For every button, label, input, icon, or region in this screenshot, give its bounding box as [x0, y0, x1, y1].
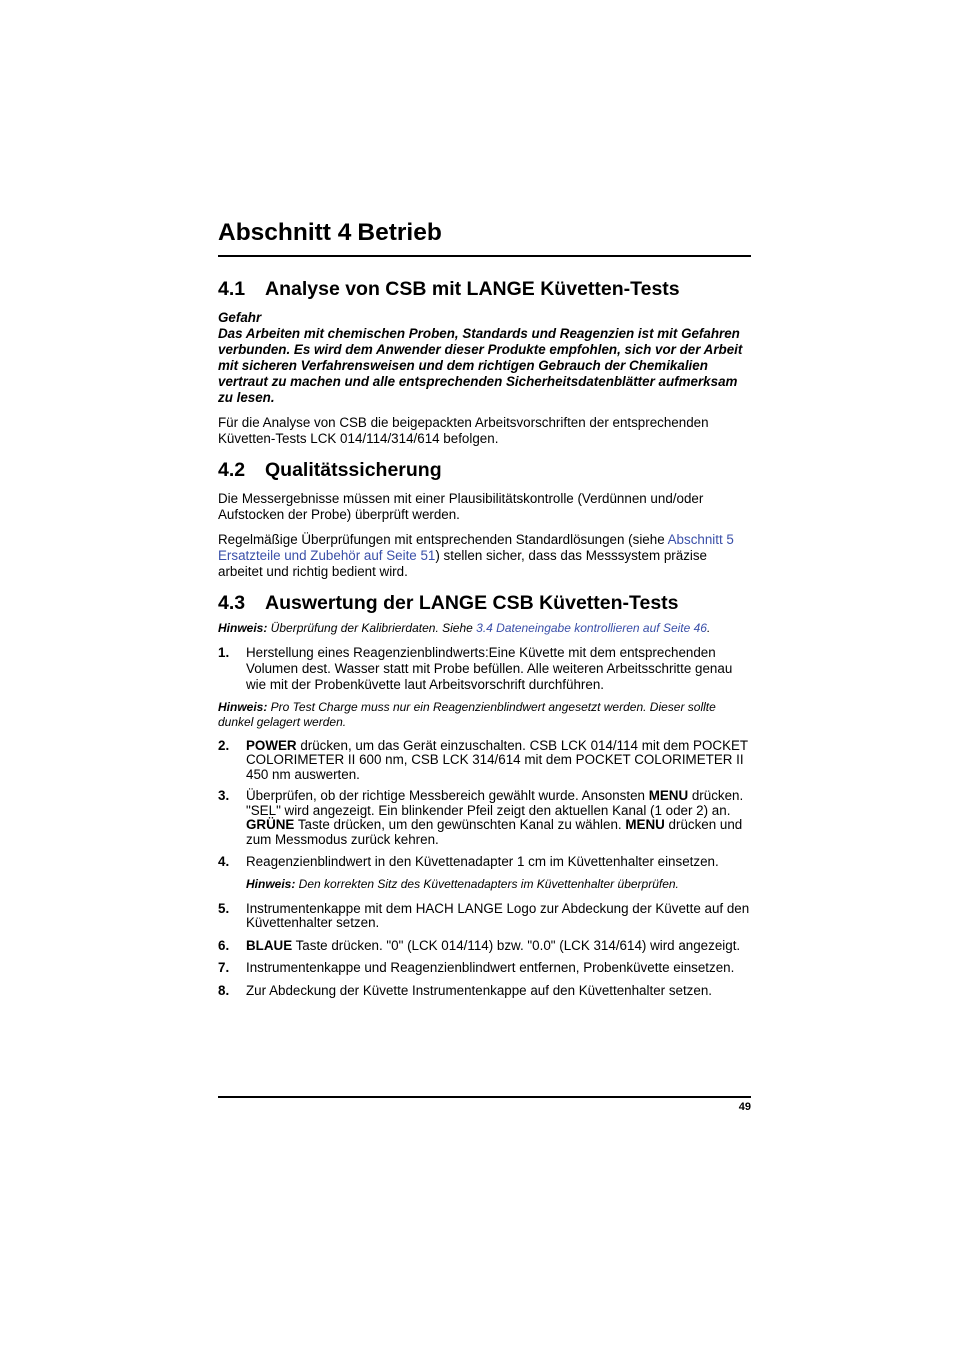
step-number: 1.	[218, 644, 230, 660]
step-number: 6.	[218, 937, 230, 953]
step-text: Taste drücken, um den gewünschten Kanal zu wählen.	[294, 817, 626, 833]
page-footer	[218, 1096, 751, 1113]
section-number: 4.2	[218, 458, 246, 481]
step-number: 3.	[218, 788, 230, 804]
key-green: GRÜNE	[246, 817, 295, 833]
step-text: Zur Abdeckung der Küvette Instrumentenkappe auf den Küvettenhalter setzen.	[246, 982, 712, 998]
section-title: Analyse von CSB mit LANGE Küvetten-Tests	[265, 278, 680, 301]
danger-notice	[218, 310, 751, 406]
step-text: Überprüfen, ob der richtige Messbereich gewählt wurde. Ansonsten	[246, 788, 649, 804]
step-6	[218, 939, 751, 954]
link-section-5[interactable]: Abschnitt 5 Ersatzteile und Zubehör auf Seite 51	[218, 532, 734, 564]
section-heading-4-3	[218, 592, 751, 615]
section-title: Auswertung der LANGE CSB Küvetten-Tests	[265, 592, 679, 615]
step-text: Instrumentenkappe mit dem HACH LANGE Logo zur Abdeckung der Küvette auf den Küvettenhalter setzen.	[246, 900, 750, 931]
page-number: 49	[738, 1101, 751, 1113]
key-blue: BLAUE	[246, 937, 293, 953]
section-heading-4-2	[218, 459, 751, 482]
section-number: 4.1	[218, 278, 246, 301]
step-number: 8.	[218, 982, 230, 998]
note-label: Hinweis:	[218, 699, 268, 714]
step-text: Instrumentenkappe und Reagenzienblindwert entfernen, Probenküvette einsetzen.	[246, 960, 735, 976]
step-text: Reagenzienblindwert in den Küvettenadapter 1 cm im Küvettenhalter einsetzen.	[246, 854, 719, 870]
text-run: Regelmäßige Überprüfungen mit entsprechenden Standardlösungen (siehe	[218, 532, 668, 548]
note-text: Überprüfung der Kalibrierdaten. Siehe	[267, 620, 477, 635]
step-number: 4.	[218, 854, 230, 870]
steps-list	[218, 645, 751, 693]
step-2	[218, 739, 751, 783]
page-content	[218, 218, 751, 998]
step-number: 2.	[218, 737, 230, 753]
key-menu: MENU	[648, 788, 689, 804]
section-heading-4-1	[218, 278, 751, 301]
steps-list	[218, 739, 751, 999]
note-blank-value	[218, 700, 751, 730]
step-3	[218, 789, 751, 847]
chapter-number: Abschnitt 4	[218, 219, 352, 246]
note-text: Pro Test Charge muss nur ein Reagenzienblindwert angesetzt werden. Dieser sollte dunkel gelagert werden.	[218, 699, 716, 729]
step-number: 7.	[218, 960, 230, 976]
key-menu: MENU	[625, 817, 665, 833]
step-8	[218, 984, 751, 999]
key-power: POWER	[246, 737, 297, 753]
note-calibration	[218, 621, 751, 636]
step-1	[218, 645, 751, 693]
note-adapter	[246, 877, 751, 892]
note-label: Hinweis:	[246, 876, 296, 891]
step-5	[218, 902, 751, 931]
link-section-3-4[interactable]: 3.4 Dateneingabe kontrollieren auf Seite 46	[476, 620, 707, 635]
step-7	[218, 961, 751, 976]
chapter-title	[218, 218, 751, 257]
note-text: .	[706, 620, 711, 635]
step-number: 5.	[218, 900, 230, 916]
step-text: drücken. "SEL" wird angezeigt. Ein blinkender Pfeil zeigt den aktuellen Kanal (1 oder 2) an.	[246, 788, 744, 818]
step-text: drücken, um das Gerät einzuschalten. CSB LCK 014/114 mit dem POCKET COLORIMETER II 600 nm, CSB LCK 314/614 mit dem POCKET COLORIMETER II 450 nm auswerten.	[246, 737, 748, 782]
paragraph-plausibility: Die Messergebnisse müssen mit einer Plausibilitätskontrolle (Verdünnen und/oder Aufstocken der Probe) überprüft werden.	[218, 491, 704, 523]
paragraph-standards	[218, 532, 751, 580]
text-run: ) stellen sicher, dass das Messsystem präzise arbeitet und richtig bedient wird.	[218, 548, 708, 580]
paragraph-analysis: Für die Analyse von CSB die beigepackten Arbeitsvorschriften der entsprechenden Küvetten-Tests LCK 014/114/314/614 befolgen.	[218, 414, 709, 446]
danger-label: Gefahr	[218, 309, 262, 325]
step-4	[218, 855, 751, 892]
note-label: Hinweis:	[218, 620, 268, 635]
note-text: Den korrekten Sitz des Küvettenadapters im Küvettenhalter überprüfen.	[295, 876, 679, 891]
section-number: 4.3	[218, 592, 246, 615]
chapter-name: Betrieb	[357, 219, 442, 246]
step-text: Taste drücken. "0" (LCK 014/114) bzw. "0.0" (LCK 314/614) wird angezeigt.	[292, 937, 741, 953]
section-title: Qualitätssicherung	[265, 458, 442, 481]
danger-text: Das Arbeiten mit chemischen Proben, Standards und Reagenzien ist mit Gefahren verbunden. Es wird dem Anwender dieser Produkte empfohlen, sich vor der Arbeit mit sicheren Verfahrensweisen und dem richtigen Gebrauch der Chemikalien vertraut zu machen und alle entsprechenden Sicherheitsdatenblätter aufmerksam zu lesen.	[218, 325, 743, 405]
step-text: drücken und zum Messmodus zurück kehren.	[246, 817, 743, 847]
step-text: Herstellung eines Reagenzienblindwerts:Eine Küvette mit dem entsprechenden Volumen dest. Wasser statt mit Probe befüllen. Alle weiteren Arbeitsschritte genau wie mit der Probenküvette laut Arbeitsvorschrift durchführen.	[246, 644, 733, 692]
